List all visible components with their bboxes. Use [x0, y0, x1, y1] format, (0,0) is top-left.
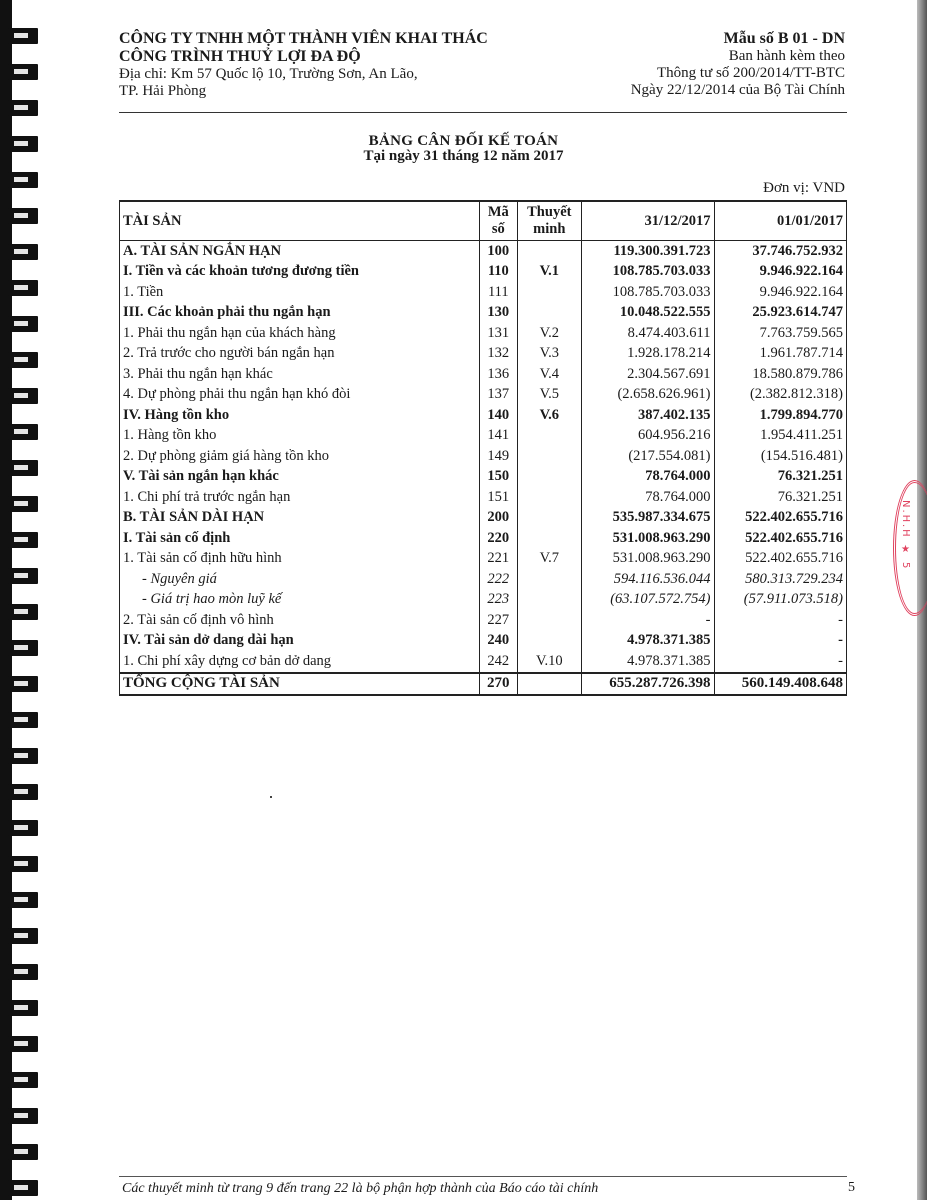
row-current: 78.764.000 [582, 467, 714, 488]
row-current: (2.658.626.961) [582, 385, 714, 406]
row-note: V.10 [517, 651, 582, 673]
row-previous: 580.313.729.234 [714, 569, 846, 590]
company-address-line1: Địa chỉ: Km 57 Quốc lộ 10, Trường Sơn, An Lão, [119, 66, 418, 82]
row-label: 1. Chi phí xây dựng cơ bản dở dang [120, 651, 480, 673]
balance-sheet-table [119, 200, 847, 696]
binding-ring [8, 568, 38, 584]
row-current: 4.978.371.385 [582, 631, 714, 652]
currency-unit: Đơn vị: VND [763, 180, 845, 196]
row-previous: 7.763.759.565 [714, 323, 846, 344]
binding-ring [8, 532, 38, 548]
row-note: V.7 [517, 549, 582, 570]
row-note: V.5 [517, 385, 582, 406]
row-label: A. TÀI SẢN NGẮN HẠN [120, 241, 480, 262]
row-note [517, 528, 582, 549]
table-row [120, 467, 847, 488]
row-code: 131 [480, 323, 518, 344]
row-current: (63.107.572.754) [582, 590, 714, 611]
binding-ring [8, 640, 38, 656]
row-current: 119.300.391.723 [582, 241, 714, 262]
row-note [517, 508, 582, 529]
row-label: I. Tiền và các khoản tương đương tiền [120, 262, 480, 283]
table-row [120, 549, 847, 570]
row-code: 100 [480, 241, 518, 262]
binding-ring [8, 100, 38, 116]
binding-ring [8, 1072, 38, 1088]
row-current: 108.785.703.033 [582, 282, 714, 303]
row-label: 2. Tài sản cố định vô hình [120, 610, 480, 631]
table-row [120, 241, 847, 262]
row-note [517, 426, 582, 447]
row-note: V.2 [517, 323, 582, 344]
row-label: - Giá trị hao mòn luỹ kế [120, 590, 480, 611]
table-row [120, 323, 847, 344]
row-current: 535.987.334.675 [582, 508, 714, 529]
row-previous: 9.946.922.164 [714, 262, 846, 283]
document-subtitle: Tại ngày 31 tháng 12 năm 2017 [363, 148, 564, 164]
binding-ring [8, 604, 38, 620]
row-code: 242 [480, 651, 518, 673]
page-number: 5 [848, 1180, 855, 1195]
total-row [120, 673, 847, 696]
row-code: 151 [480, 487, 518, 508]
binding-ring [8, 1144, 38, 1160]
binding-ring [8, 172, 38, 188]
row-previous: 76.321.251 [714, 487, 846, 508]
row-label: V. Tài sản ngắn hạn khác [120, 467, 480, 488]
row-current: 531.008.963.290 [582, 549, 714, 570]
column-header-assets: TÀI SẢN [120, 201, 480, 241]
row-note [517, 303, 582, 324]
table-row [120, 569, 847, 590]
row-note [517, 282, 582, 303]
row-previous: 522.402.655.716 [714, 528, 846, 549]
column-header-current: 31/12/2017 [582, 201, 714, 241]
row-current: 8.474.403.611 [582, 323, 714, 344]
row-note: V.1 [517, 262, 582, 283]
table-row [120, 446, 847, 467]
footer-note: Các thuyết minh từ trang 9 đến trang 22 là bộ phận hợp thành của Báo cáo tài chính [122, 1181, 599, 1196]
table-row [120, 487, 847, 508]
column-header-code-line2: số [491, 221, 505, 237]
column-header-note-line2: minh [533, 221, 566, 237]
row-label: 1. Chi phí trả trước ngắn hạn [120, 487, 480, 508]
row-previous: 76.321.251 [714, 467, 846, 488]
table-row [120, 631, 847, 652]
row-note [517, 590, 582, 611]
binding-ring [8, 316, 38, 332]
row-current: - [582, 610, 714, 631]
binding-ring [8, 928, 38, 944]
issued-line1: Ban hành kèm theo [728, 48, 845, 64]
table-row [120, 590, 847, 611]
column-header-code [480, 201, 518, 241]
row-current: 1.928.178.214 [582, 344, 714, 365]
column-header-note [517, 201, 582, 241]
form-reference [631, 30, 845, 99]
row-code: 111 [480, 282, 518, 303]
binding-ring [8, 496, 38, 512]
row-note [517, 569, 582, 590]
table-row [120, 262, 847, 283]
table-row [120, 651, 847, 673]
row-code: 110 [480, 262, 518, 283]
issued-line2: Thông tư số 200/2014/TT-BTC [657, 65, 845, 81]
table-header-row [120, 201, 847, 241]
row-current: 594.116.536.044 [582, 569, 714, 590]
binding-ring [8, 244, 38, 260]
binding-ring [8, 208, 38, 224]
row-code: 150 [480, 467, 518, 488]
row-note [517, 487, 582, 508]
table-row [120, 405, 847, 426]
row-previous: - [714, 651, 846, 673]
table-row [120, 344, 847, 365]
row-label: 2. Dự phòng giảm giá hàng tồn kho [120, 446, 480, 467]
table-row [120, 282, 847, 303]
row-label: 1. Tiền [120, 282, 480, 303]
total-note [517, 673, 582, 696]
row-code: 221 [480, 549, 518, 570]
table-row [120, 385, 847, 406]
row-label: I. Tài sản cố định [120, 528, 480, 549]
table-row [120, 426, 847, 447]
row-note: V.4 [517, 364, 582, 385]
row-code: 149 [480, 446, 518, 467]
company-name-line1: CÔNG TY TNHH MỘT THÀNH VIÊN KHAI THÁC [119, 30, 488, 47]
row-label: 1. Phải thu ngắn hạn của khách hàng [120, 323, 480, 344]
row-current: 2.304.567.691 [582, 364, 714, 385]
binding-ring [8, 460, 38, 476]
binding-ring [8, 820, 38, 836]
row-code: 200 [480, 508, 518, 529]
row-note [517, 241, 582, 262]
binding-ring [8, 64, 38, 80]
row-code: 240 [480, 631, 518, 652]
binding-ring [8, 964, 38, 980]
header-divider [119, 112, 847, 113]
row-current: 78.764.000 [582, 487, 714, 508]
row-label: IV. Hàng tồn kho [120, 405, 480, 426]
company-name-line2: CÔNG TRÌNH THUỶ LỢI ĐA ĐỘ [119, 48, 361, 65]
row-note [517, 467, 582, 488]
row-code: 136 [480, 364, 518, 385]
binding-ring [8, 28, 38, 44]
row-note [517, 610, 582, 631]
table-row [120, 610, 847, 631]
row-label: B. TÀI SẢN DÀI HẠN [120, 508, 480, 529]
row-previous: - [714, 631, 846, 652]
row-previous: 18.580.879.786 [714, 364, 846, 385]
row-note: V.3 [517, 344, 582, 365]
binding-ring [8, 388, 38, 404]
row-current: 531.008.963.290 [582, 528, 714, 549]
row-code: 140 [480, 405, 518, 426]
row-code: 130 [480, 303, 518, 324]
binding-ring [8, 712, 38, 728]
document-title: BẢNG CÂN ĐỐI KẾ TOÁN [368, 133, 559, 149]
scan-speck [270, 796, 272, 798]
footer-divider [119, 1176, 847, 1177]
table-row [120, 528, 847, 549]
table-row [120, 364, 847, 385]
row-previous: 522.402.655.716 [714, 549, 846, 570]
row-current: 108.785.703.033 [582, 262, 714, 283]
binding-ring [8, 352, 38, 368]
form-code: Mẫu số B 01 - DN [723, 30, 845, 47]
row-label: 2. Trả trước cho người bán ngắn hạn [120, 344, 480, 365]
row-code: 222 [480, 569, 518, 590]
row-previous: (154.516.481) [714, 446, 846, 467]
binding-ring [8, 280, 38, 296]
binding-ring [8, 1036, 38, 1052]
row-previous: - [714, 610, 846, 631]
binding-ring [8, 424, 38, 440]
row-previous: 9.946.922.164 [714, 282, 846, 303]
column-header-code-line1: Mã [487, 204, 509, 220]
row-note [517, 446, 582, 467]
row-code: 137 [480, 385, 518, 406]
row-label: IV. Tài sản dở dang dài hạn [120, 631, 480, 652]
row-previous: 522.402.655.716 [714, 508, 846, 529]
column-header-note-line1: Thuyết [527, 204, 572, 220]
row-current: (217.554.081) [582, 446, 714, 467]
row-previous: 37.746.752.932 [714, 241, 846, 262]
binding-ring [8, 784, 38, 800]
row-current: 604.956.216 [582, 426, 714, 447]
row-note: V.6 [517, 405, 582, 426]
company-header [119, 30, 539, 100]
row-current: 4.978.371.385 [582, 651, 714, 673]
binding-ring [8, 1180, 38, 1196]
binding-ring [8, 748, 38, 764]
issued-line3: Ngày 22/12/2014 của Bộ Tài Chính [630, 82, 845, 98]
row-code: 220 [480, 528, 518, 549]
row-label: III. Các khoản phải thu ngắn hạn [120, 303, 480, 324]
table-row [120, 508, 847, 529]
row-code: 141 [480, 426, 518, 447]
row-note [517, 631, 582, 652]
row-previous: 1.954.411.251 [714, 426, 846, 447]
total-code: 270 [480, 673, 518, 696]
binding-ring [8, 1108, 38, 1124]
row-label: 1. Hàng tồn kho [120, 426, 480, 447]
row-current: 10.048.522.555 [582, 303, 714, 324]
row-previous: 1.961.787.714 [714, 344, 846, 365]
binding-ring [8, 856, 38, 872]
binding-ring [8, 892, 38, 908]
row-current: 387.402.135 [582, 405, 714, 426]
binding-ring [8, 676, 38, 692]
row-previous: (57.911.073.518) [714, 590, 846, 611]
table-row [120, 303, 847, 324]
total-previous: 560.149.408.648 [714, 673, 846, 696]
row-label: 1. Tài sản cố định hữu hình [120, 549, 480, 570]
spiral-binding [0, 0, 40, 1200]
row-label: 3. Phải thu ngắn hạn khác [120, 364, 480, 385]
row-code: 132 [480, 344, 518, 365]
company-address-line2: TP. Hải Phòng [119, 83, 207, 99]
binding-ring [8, 1000, 38, 1016]
row-label: 4. Dự phòng phải thu ngắn hạn khó đòi [120, 385, 480, 406]
row-code: 223 [480, 590, 518, 611]
total-label: TỔNG CỘNG TÀI SẢN [120, 673, 480, 696]
row-previous: 1.799.894.770 [714, 405, 846, 426]
column-header-previous: 01/01/2017 [714, 201, 846, 241]
row-previous: (2.382.812.318) [714, 385, 846, 406]
row-previous: 25.923.614.747 [714, 303, 846, 324]
total-current: 655.287.726.398 [582, 673, 714, 696]
stamp-text: N.H.H ★ 5 [900, 500, 911, 571]
row-label: - Nguyên giá [120, 569, 480, 590]
row-code: 227 [480, 610, 518, 631]
